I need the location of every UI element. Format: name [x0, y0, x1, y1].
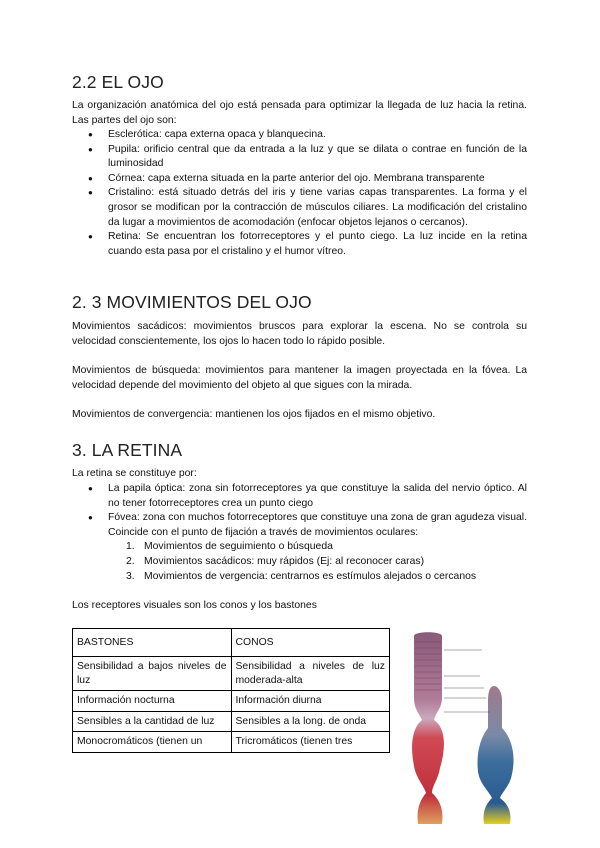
label-lines — [444, 650, 490, 712]
list-item-text: Fóvea: zona con muchos fotorreceptores que constituye una zona de gran agudeza visual. Coincide con el punto de fijación a través de movimientos oculares: — [108, 512, 527, 538]
table-header-bastones: BASTONES — [73, 629, 232, 657]
list-item: ● Cristalino: está situado detrás del iris y tiene varias capas transparentes. La forma y el grosor se modifican por la contracción de músculos ciliares. La modificación del cristalino da lugar a movimientos de acomodación (enfocar objetos lejanos o cercanos). — [72, 186, 527, 230]
paragraph-convergencia: Movimientos de convergencia: mantienen los ojos fijados en el mismo objetivo. — [72, 409, 436, 420]
sublist-text: Movimientos de seguimiento o búsqueda — [144, 541, 333, 553]
cone-shape — [477, 686, 513, 824]
sublist-text: Movimientos de vergencia: centrarnos es estímulos alejados o cercanos — [144, 570, 477, 582]
table-row — [73, 691, 390, 712]
list-item: ● Retina: Se encuentran los fotorreceptores y el punto ciego. La luz incide en la retina cuando esta pasa por el cristalino y el humor vítreo. — [72, 230, 527, 259]
intro-retina: La retina se constituye por: — [72, 468, 197, 479]
table-cell: Sensibilidad a niveles de luz moderada-alta — [231, 657, 390, 691]
table-header-conos: CONOS — [231, 629, 390, 657]
sublist-item — [108, 555, 527, 570]
table-cell: Monocromáticos (tienen un — [73, 732, 232, 753]
list-item: ● La papila óptica: zona sin fotorreceptores ya que constituye la salida del nervio óptico. Al no tener fotorreceptores crea un punto ciego — [72, 482, 527, 511]
list-item: ● Esclerótica: capa externa opaca y blanquecina. — [72, 128, 527, 143]
list-item: ● Pupila: orificio central que da entrada a la luz y que se dilata o contrae en función de la luminosidad — [72, 143, 527, 172]
eye-parts-list — [72, 128, 527, 259]
sublist-item — [108, 540, 527, 555]
paragraph-busqueda: Movimientos de búsqueda: movimientos para mantener la imagen proyectada en la fóvea. La velocidad depende del movimiento del objeto al que sigues con la mirada. — [72, 365, 527, 391]
table-row — [73, 711, 390, 732]
receptors-line: Los receptores visuales son los conos y los bastones — [72, 600, 317, 611]
paragraph-sacadicos: Movimientos sacádicos: movimientos bruscos para explorar la escena. No se controla su velocidad conscientemente, los ojos lo hacen todo lo rápido posible. — [72, 321, 527, 347]
table-header-row — [73, 629, 390, 657]
table-row — [73, 657, 390, 691]
section-title-el-ojo: 2.2 EL OJO — [72, 72, 164, 92]
sublist-item — [108, 570, 527, 585]
retina-parts-list — [72, 482, 527, 584]
sublist-number: 2. — [126, 555, 135, 567]
sublist-number: 3. — [126, 570, 135, 582]
sublist-number: 1. — [126, 541, 135, 553]
sublist-text: Movimientos sacádicos: muy rápidos (Ej: al reconocer caras) — [144, 555, 425, 567]
section-title-retina: 3. LA RETINA — [72, 440, 183, 460]
eye-movements-sublist — [108, 540, 527, 584]
table-cell: Sensibles a la long. de onda — [231, 711, 390, 732]
rod-shape — [412, 632, 444, 824]
rod-cone-illustration — [402, 628, 530, 833]
table-cell: Tricromáticos (tienen tres — [231, 732, 390, 753]
intro-el-ojo: La organización anatómica del ojo está pensada para optimizar la llegada de luz hacia la retina. Las partes del ojo son: — [72, 100, 527, 126]
table-cell: Información nocturna — [73, 691, 232, 712]
table-cell: Información diurna — [231, 691, 390, 712]
table-cell: Sensibilidad a bajos niveles de luz — [73, 657, 232, 691]
table-row — [73, 732, 390, 753]
section-title-movimientos: 2. 3 MOVIMIENTOS DEL OJO — [72, 292, 312, 312]
table-cell: Sensibles a la cantidad de luz — [73, 711, 232, 732]
list-item: ● Córnea: capa externa situada en la parte anterior del ojo. Membrana transparente — [72, 172, 527, 187]
receptors-comparison-table — [72, 628, 390, 753]
list-item — [72, 511, 527, 584]
